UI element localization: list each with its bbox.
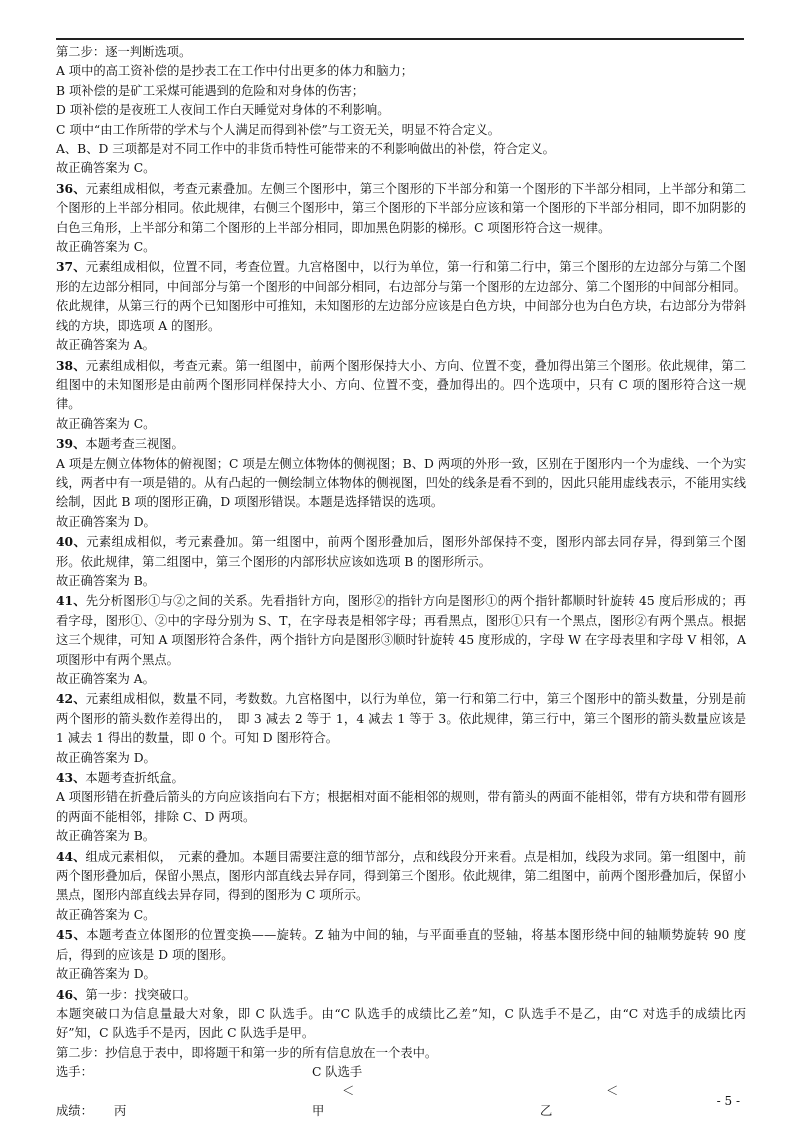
table-value-team-c: C 队选手 [312, 1065, 363, 1080]
question-42 [56, 689, 746, 748]
question-number: 36、 [56, 180, 86, 196]
question-40 [56, 532, 746, 572]
question-37 [56, 257, 746, 336]
table-label-score: 成绩： [56, 1104, 93, 1119]
answer-line: 故正确答案为 C。 [56, 416, 156, 431]
question-39 [56, 434, 746, 454]
question-number: 39、 [56, 436, 86, 452]
answer-line: 故正确答案为 D。 [56, 750, 156, 765]
text-line: B 项补偿的是矿工采煤可能遇到的危险和对身体的伤害； [56, 83, 365, 98]
question-44 [56, 847, 746, 906]
question-41 [56, 591, 746, 670]
question-43 [56, 768, 746, 788]
question-46 [56, 985, 746, 1005]
answer-line: 故正确答案为 C。 [56, 907, 156, 922]
answer-line: 故正确答案为 B。 [56, 573, 156, 588]
text-line: 第二步：逐一判断选项。 [56, 45, 192, 59]
question-number: 46、 [56, 986, 86, 1002]
answer-line: 故正确答案为 A。 [56, 338, 155, 353]
answer-line: 故正确答案为 D。 [56, 514, 156, 529]
question-number: 44、 [56, 848, 86, 864]
answer-line: 故正确答案为 D。 [56, 967, 156, 982]
question-text: 先分析图形①与②之间的关系。先看指针方向，图形②的指针方向是图形①的两个指针都顺时针旋转 45 度后形成的；再看字母，图形①、②中的字母分别为 S、T，在字母表是相邻字母；再看黑点，图形①只有一个黑点，图形②有两个黑点。根据这三个规律，可知 A 项图形符合条件，两个指针方向是图形③顺时针旋转 45 度形成的，字母 W 在字母表里和字母 V 相邻，A 项图形中有两个黑点。 [56, 594, 746, 667]
document-body [56, 43, 746, 1121]
question-number: 42、 [56, 691, 86, 707]
question-text: 元素组成相似，考查元素叠加。左侧三个图形中，第三个图形的下半部分和第一个图形的下半部分相同，上半部分和第二个图形的上半部分相同。依此规律，右侧三个图形中，第三个图形的下半部分应该和第一个图形的下半部分相同，即不加阴影的白色三角形，上半部分和第二个图形的上半部分相同，即加黑色阴影的梯形。C 项图形符合这一规律。 [56, 181, 746, 235]
question-number: 38、 [56, 357, 86, 373]
question-text: 第一步：找突破口。 [85, 987, 197, 1002]
question-detail: 本题突破口为信息量最大对象，即 C 队选手。由“C 队选手的成绩比乙差”知，C 队选手不是乙，由“C 对选手的成绩比丙好”知，C 队选手不是丙，因此 C 队选手是甲。 [56, 1006, 746, 1041]
text-line: A、B、D 三项都是对不同工作中的非货币特性可能带来的不利影响做出的补偿，符合定义。 [56, 142, 555, 157]
question-text: 组成元素相似， 元素的叠加。本题目需要注意的细节部分，点和线段分开来看。点是相加，线段为求同。第一组图中，前两个图形叠加后，保留小黑点，图形内部直线去异存同，得到第三个图形。依此规律，第二组图中，前两个图形叠加后，保留小黑点，图形内部直线去异存同，得到的图形为 C 项所示。 [56, 849, 746, 903]
less-than-symbol: ＜ [342, 1084, 355, 1099]
question-number: 43、 [56, 770, 86, 786]
answer-line: 故正确答案为 C。 [56, 161, 156, 176]
table-label-player: 选手： [56, 1065, 93, 1080]
question-text: 本题考查三视图。 [85, 437, 184, 452]
answer-line: 故正确答案为 C。 [56, 240, 156, 255]
header-rule [56, 38, 744, 40]
question-number: 40、 [56, 534, 87, 550]
question-detail: A 项图形错在折叠后箭头的方向应该指向右下方；根据相对面不能相邻的规则，带有箭头的两面不能相邻，带有方块和带有圆形的两面不能相邻，排除 C、D 两项。 [56, 790, 746, 824]
answer-line: 故正确答案为 B。 [56, 829, 156, 844]
question-text: 元素组成相似，数量不同，考数数。九宫格图中，以行为单位，第一行和第二行中，第三个图形中的箭头数量，分别是前两个图形的箭头数作差得出的， 即 3 减去 2 等于 1，4 减去 1 等于 3。依此规律，第三行中，第三个图形的箭头数量应该是 1 减去 1 得出的数量，即 0 个。可知 D 图形符合。 [56, 692, 746, 746]
question-text: 元素组成相似，考元素叠加。第一组图中，前两个图形叠加后，图形外部保持不变，图形内部去同存异，得到第三个图形。依此规律，第二组图中，第三个图形的内部形状应该如选项 B 的图形所示。 [56, 535, 746, 569]
question-text: 元素组成相似，考查元素。第一组图中，前两个图形保持大小、方向、位置不变，叠加得出第三个图形。依此规律，第二组图中的未知图形是由前两个图形同样保持大小、方向、位置不变，叠加得出的。四个选项中，只有 C 项的图形符合这一规律。 [56, 358, 746, 412]
text-line: C 项中“由工作所带的学术与个人满足而得到补偿”与工资无关，明显不符合定义。 [56, 122, 500, 137]
info-table [56, 1063, 746, 1121]
question-text: 本题考查折纸盒。 [85, 771, 184, 786]
question-number: 41、 [56, 593, 86, 609]
answer-line: 故正确答案为 A。 [56, 672, 155, 686]
table-cell-bing: 丙 [114, 1104, 127, 1119]
question-detail: 第二步：抄信息于表中，即将题干和第一步的所有信息放在一个表中。 [56, 1045, 438, 1060]
table-cell-jia: 甲 [312, 1104, 325, 1119]
page-number: - 5 - [716, 1094, 740, 1108]
question-36 [56, 179, 746, 238]
less-than-symbol: ＜ [606, 1084, 619, 1099]
text-line: A 项中的高工资补偿的是抄表工在工作中付出更多的体力和脑力； [56, 64, 414, 79]
question-number: 45、 [56, 927, 87, 943]
question-45 [56, 925, 746, 965]
text-line: D 项补偿的是夜班工人夜间工作白天睡觉对身体的不利影响。 [56, 103, 390, 118]
question-detail: A 项是左侧立体物体的俯视图；C 项是左侧立体物体的侧视图；B、D 两项的外形一致，区别在于图形内一个为虚线、一个为实线，两者中有一项是错的。从有凸起的一侧绘制立体物体的侧视图，凹处的线条是看不到的，因此只能用虚线表示，不能用实线绘制，因此 B 项的图形正确，D 项图形错误。本题是选择错误的选项。 [56, 456, 746, 510]
question-38 [56, 356, 746, 415]
table-cell-yi: 乙 [540, 1104, 553, 1119]
question-text: 元素组成相似，位置不同，考查位置。九宫格图中，以行为单位，第一行和第二行中，第三个图形的左边部分与第二个图形的左边部分相同，中间部分与第一个图形的中间部分相同，右边部分与第一个图形的左边部分、第二个图形的中间部分相同。依此规律，从第三行的两个已知图形中可推知，未知图形的左边部分应该是白色方块，中间部分也为白色方块，右边部分为带斜线的方块，即选项 A 的图形。 [56, 260, 746, 333]
question-number: 37、 [56, 259, 86, 275]
question-text: 本题考查立体图形的位置变换——旋转。Z 轴为中间的轴，与平面垂直的竖轴，将基本图形绕中间的轴顺势旋转 90 度后，得到的应该是 D 项的图形。 [56, 928, 746, 962]
